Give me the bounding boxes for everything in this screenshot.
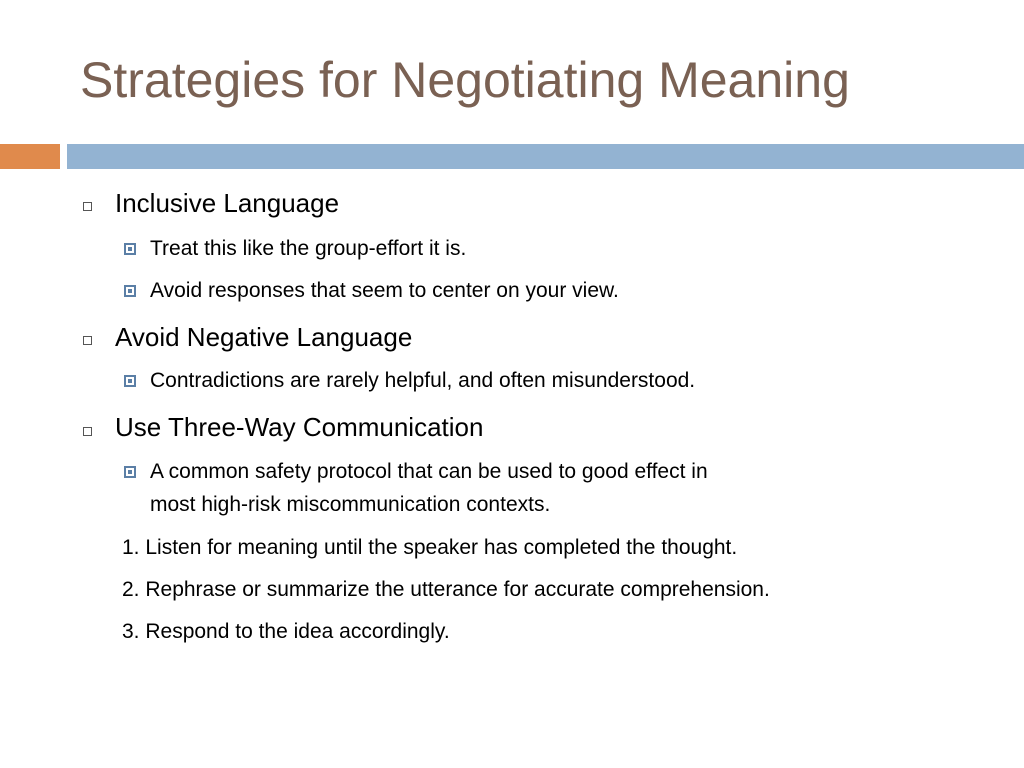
bullet-contradictions: Contradictions are rarely helpful, and often misunderstood. — [150, 369, 696, 392]
section-heading-three-way-communication: Use Three-Way Communication — [115, 412, 484, 442]
step-2-rephrase: 2. Rephrase or summarize the utterance for accurate comprehension. — [122, 578, 770, 601]
filled-square-bullet-icon — [124, 375, 136, 387]
step-1-listen: 1. Listen for meaning until the speaker has completed the thought. — [122, 536, 738, 559]
filled-square-bullet-icon — [124, 466, 136, 478]
section-heading-avoid-negative-language: Avoid Negative Language — [115, 322, 413, 352]
bullet-group-effort: Treat this like the group-effort it is. — [150, 237, 467, 260]
square-bullet-icon — [83, 336, 92, 345]
slide-title: Strategies for Negotiating Meaning — [80, 52, 850, 108]
bullet-avoid-responses: Avoid responses that seem to center on your view. — [150, 279, 619, 302]
square-bullet-icon — [83, 202, 92, 211]
step-3-respond: 3. Respond to the idea accordingly. — [122, 620, 450, 643]
filled-square-bullet-icon — [124, 285, 136, 297]
square-bullet-icon — [83, 427, 92, 436]
bullet-safety-protocol-line-1: A common safety protocol that can be used to good effect in — [150, 460, 708, 483]
bullet-safety-protocol-line-2: most high-risk miscommunication contexts. — [150, 493, 551, 516]
section-heading-inclusive-language: Inclusive Language — [115, 188, 340, 218]
filled-square-bullet-icon — [124, 243, 136, 255]
